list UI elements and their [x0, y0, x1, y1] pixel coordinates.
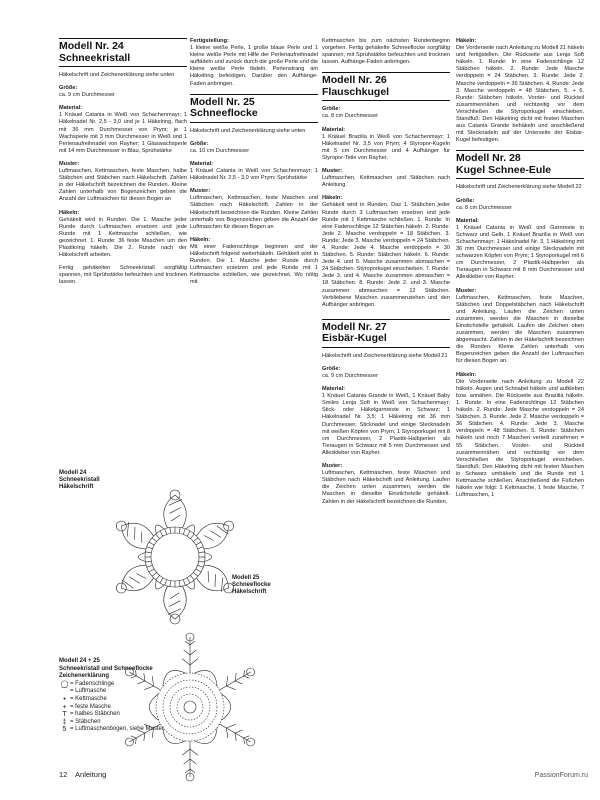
legend-title-1: Modell 24 + 25	[59, 658, 100, 664]
model-28-title: Kugel Schnee-Eule	[456, 165, 584, 180]
model-27-material: 1 Knäuel Catania Grande in Weiß, 1 Knäuel Baby Smiles Lenja Soft in Weiß von Schachenmayr; Stick- oder Häkelgarnreste in Schwarz; 1 Häkelnadel Nr. 3,5; 1 Häkelring mit 36 mm Durchmesser, Sticknadel und einige Stecknadeln mit weißen Köpfen von Prym; 1 Styroporkugel mit 8 cm Durchmesser, 2 Plastik-Halbperlen als Tieraugen in Schwarz mit 5 mm Durchmesser und Alleskleber von Rayher.	[322, 393, 450, 456]
stitch-mark	[183, 580, 185, 586]
branch	[144, 733, 145, 741]
model-26-pattern: Luftmaschen, Kettmaschen und Stäbchen nach Anleitung.	[322, 175, 450, 189]
legend-text: = halbes Stäbchen	[70, 711, 120, 718]
model-25-crochet-heading: Häkeln:	[190, 236, 211, 243]
model-25-number: Modell Nr. 25	[190, 95, 255, 108]
stitch-mark	[196, 569, 201, 572]
legend-text: = Fadenschlinge	[70, 680, 115, 687]
model-28-heading	[456, 150, 584, 179]
model-27-pattern: Luftmaschen, Kettmaschen, feste Maschen und Stäbchen nach Häkelschrift und Anleitung. Laufen die Zeichen unten zusammen, werden die Maschen in dieselbe Einstichstelle gehäkelt. Zahlen in der Häkelschrift bezeichnen die Runden.	[322, 470, 450, 505]
stitch-mark	[210, 531, 221, 538]
section-name: Anleitung	[75, 770, 107, 779]
stitch-mark	[145, 561, 151, 562]
diagram-24-label-line2: Schneekristall	[59, 477, 100, 483]
legend-symbol: 5	[62, 726, 67, 734]
model-24-number: Modell Nr. 24	[59, 40, 124, 52]
branch	[190, 759, 196, 764]
column-2	[190, 38, 318, 292]
branch	[244, 738, 245, 744]
legend-text: = feste Masche	[70, 703, 111, 710]
stitch-mark	[198, 547, 204, 549]
stitch-mark	[179, 527, 180, 533]
page-footer	[59, 770, 106, 779]
model-24-intro: Häkelschrift und Zeichenerklärung siehe unten	[59, 72, 175, 78]
legend-title-2: Schneekristall und Schneeflocke	[59, 665, 153, 672]
model-26-number: Modell Nr. 26	[322, 74, 387, 87]
legend-row	[59, 704, 184, 712]
stitch-mark	[196, 542, 201, 545]
legend-row	[59, 688, 184, 696]
diagram-24-label-line1: Modell 24	[59, 470, 87, 476]
crochet-diagrams	[55, 462, 315, 782]
stitch-mark	[127, 522, 128, 536]
model-25-heading	[190, 94, 318, 123]
stitch-mark	[169, 601, 180, 607]
finishing-heading: Fertigstellung:	[190, 38, 229, 44]
branch	[185, 641, 190, 645]
watermark: PassionForum.ru	[534, 772, 588, 779]
legend-symbol: ‡	[62, 718, 67, 726]
stitch-mark	[136, 573, 146, 578]
stitch-mark	[183, 529, 185, 535]
diagram-25-label-line1: Modell 25	[232, 575, 260, 581]
model-26-crochet-heading: Häkeln:	[322, 195, 343, 202]
stitch-mark	[145, 552, 151, 553]
chain-arc	[156, 525, 165, 534]
branch	[184, 650, 190, 655]
model-24-finish: Fertig gehäkelten Schneekristall sorgfältig spannen, mit Sprühstärke befeuchten und trocknen lassen.	[59, 265, 187, 286]
model-27-heading	[322, 319, 450, 348]
branch	[185, 769, 190, 773]
branch	[190, 749, 198, 755]
stitch-mark	[169, 499, 182, 505]
legend-text: = Kettmasche	[70, 695, 107, 702]
branch	[235, 681, 242, 684]
model-28-pattern: Luftmaschen, Kettmaschen, feste Maschen, Stäbchen und Doppelstäbchen nach Häkelschrift und Anleitung. Laufen die Zeichen unten zusammen, werden die Maschen in dieselbe Einstichstelle gehäkelt. Laufen die Zeichen oben zusammen, werden die Maschen zusammen abgemascht. Zahlen in der Häkelschrift bezeichnen die Runden. Kleine Zahlen unterhalb von Bogenzeichen geben die Anzahl der Luftmaschen für diesen Bogen an.	[456, 294, 584, 365]
chain-arc	[186, 580, 195, 589]
stitch-mark	[170, 581, 171, 587]
model-24-material: 1 Knäuel Catania in Weiß von Schachenmayr; 1 Häkelnadel Nr. 2,5 - 3,0 und je 1 Häkelring, flach mit 36 mm Durchmesser von Prym; je 1 Wachsperle mit 3 mm Durchmesser in Weiß und 1 Perlenaufreihnadel von Rayher; 1 Glaswachsperle mit 14 mm Durchmesser in Blau, Sprühstärke	[59, 112, 187, 154]
model-27-size-heading: Größe:	[322, 365, 341, 372]
stitch-mark	[193, 572, 198, 576]
stitch-mark	[129, 577, 140, 584]
model-28-number: Modell Nr. 28	[456, 152, 521, 165]
model-27-title: Eisbär-Kugel	[322, 333, 450, 348]
model-25-size-heading: Größe:	[190, 140, 209, 147]
branch	[190, 769, 195, 773]
model-25-size: ca. 10 cm Durchmesser	[190, 147, 250, 154]
model-28-intro: Häkelschrift und Zeichenerklärung siehe Modell 22	[456, 184, 582, 191]
branch	[182, 749, 190, 755]
stitch-mark	[160, 531, 163, 536]
model-24-pattern-heading: Muster:	[59, 160, 80, 167]
chain-arc	[194, 670, 217, 686]
stitch-mark	[165, 529, 167, 535]
legend-title-3: Zeichenerklärung	[59, 673, 110, 680]
model-24-size: ca. 9 cm Durchmesser	[59, 92, 115, 99]
chain-arc	[138, 553, 145, 562]
stitch-mark	[147, 565, 153, 567]
model-25-pattern-heading: Muster:	[190, 188, 211, 195]
branch	[244, 736, 250, 738]
branch	[226, 724, 235, 728]
model-26-material-heading: Material:	[322, 126, 346, 133]
legend	[59, 658, 184, 734]
branch	[190, 641, 195, 645]
magic-ring	[184, 701, 196, 713]
model-25-material: 1 Knäuel Catania in Weiß von Schachenmayr; 1 Häkelnadel Nr. 2,5 - 3,0 von Prym; Sprühstärke	[190, 168, 318, 182]
legend-row	[59, 726, 184, 734]
legend-row	[59, 696, 184, 704]
snowcrystal-diagram	[116, 490, 233, 624]
model-24-title: Schneekristall	[59, 53, 187, 68]
stitch-mark	[199, 561, 205, 562]
stitch-mark	[204, 535, 214, 540]
ring	[151, 533, 199, 581]
page-number: 12	[59, 770, 68, 779]
model-26-title: Flauschkugel	[322, 87, 450, 102]
stitch-mark	[160, 578, 163, 583]
legend-symbol: ⌒	[61, 688, 68, 696]
model-26-heading	[322, 72, 450, 101]
branch	[190, 659, 198, 665]
model-27-material-heading: Material:	[322, 386, 346, 393]
chain-arc	[186, 525, 195, 534]
diagram-25-label-line2: Schneeflocke	[232, 582, 271, 588]
column-1	[59, 38, 187, 292]
model-24-material-heading: Material:	[59, 105, 83, 112]
branch	[135, 738, 136, 744]
chain-arc	[194, 728, 217, 744]
column-4	[456, 38, 584, 505]
diagram-24-label-line3: Häkelschrift	[59, 484, 94, 490]
finishing-text: 1 kleine weiße Perle, 1 große blaue Perle und 1 kleine weiße Perle mit Hilfe der Perlenaufreihnadel auffädeln und zurück durch die große Perle und die kleine weiße Perle fädeln. Perlenstrang am Häkelring befestigen. Darüber den Aufhänge-Faden anbringen.	[190, 45, 318, 87]
model-27-crochet-heading: Häkeln:	[456, 38, 477, 44]
stitch-mark	[179, 581, 180, 587]
stitch-mark	[221, 577, 222, 591]
chain-arc	[156, 580, 165, 589]
diagram-25-label-line3: Häkelschrift	[232, 589, 267, 595]
model-27-number: Modell Nr. 27	[322, 320, 387, 333]
stitch-mark	[147, 547, 153, 549]
branch	[131, 736, 137, 738]
stitch-mark	[152, 572, 157, 576]
model-25-pattern: Luftmaschen, Kettmaschen, feste Maschen und Stäbchen nach Häkelschrift. Zahlen in der Häkelschrift bezeichnen die Runden. Kleine Zahlen unterhalb von Bogenzeichen geben die Anzahl der Luftmaschen für diesen Bogen an	[190, 195, 318, 230]
model-24-crochet-heading: Häkeln:	[59, 209, 80, 216]
legend-symbol: ◯	[60, 680, 69, 688]
model-26-size-heading: Größe:	[322, 106, 341, 113]
model-27-intro: Häkelschrift und Zeichenerklärung siehe Modell 21	[322, 352, 448, 359]
model-24-heading	[59, 38, 187, 67]
column-3	[322, 38, 450, 512]
stitch-mark	[187, 578, 190, 583]
model-26-pattern-heading: Muster:	[322, 168, 343, 175]
stitch-mark	[165, 580, 167, 586]
model-27-crochet: Die Vorderseite nach Anleitung zu Modell 21 häkeln und fertigstellen. Die Rückseite aus Lenja Soft häkeln. 1. Runde: In eine Fadenschlinge 12 Stäbchen häkeln. 2. Runde: Jede Masche verdoppeln = 24 Stäbchen. 3. Runde: Jede 2. Masche verdoppeln = 36 Stäbchen. 4. Runde: Jede 3. Masche verdoppeln = 48 Stäbchen. 5. + 6. Runde: Stäbchen häkeln. Vorder- und Rückteil zusammennähen und rechtzeitig vor dem Verschließen die Styroporkugel einschieben. Standfuß: Den Häkelring dicht mit festen Maschen aus Catania Grande behäkeln und anschließend mit Stecknadeln auf der Unterseite der Eisbär-Kugel befestigen.	[456, 45, 584, 144]
chain-arc	[205, 553, 212, 562]
model-28-size: ca. 8 cm Durchmesser	[456, 204, 512, 211]
model-24-pattern: Luftmaschen, Kettmaschen, feste Maschen, halbe Stäbchen und Stäbchen nach Häkelschrift. Zahlen in der Häkelschrift bezeichnen die Runden. Kleine Zahlen unterhalb von Bogenzeichen geben die Anzahl der Luftmaschen für diesen Bogen an	[59, 168, 187, 203]
model-24-size-heading: Größe:	[59, 85, 78, 92]
stitch-mark	[170, 507, 181, 513]
model-28-crochet-heading: Häkeln:	[456, 371, 477, 378]
legend-symbol: T	[62, 711, 67, 719]
model-28-size-heading: Größe:	[456, 197, 475, 204]
legend-symbol: •	[63, 695, 66, 703]
stitch-mark	[156, 534, 160, 539]
branch	[226, 728, 227, 738]
model-25-material-heading: Material:	[190, 160, 214, 167]
model-25-continued: Kettmaschen bis zum nächsten Rundenbeginn vorgehen. Fertig gehäkelte Schneeflocke sorgfältig spannen, mit Sprühstärke befeuchten und trocknen lassen. Aufhänge-Faden anbringen.	[322, 38, 450, 66]
model-26-size: ca. 8 cm Durchmesser	[322, 113, 378, 120]
branch	[244, 676, 250, 678]
model-25-intro: Häkelschrift und Zeichenerklärung siehe unten	[190, 127, 306, 134]
stitch-mark	[171, 515, 180, 521]
legend-text: = Stäbchen	[70, 718, 101, 725]
model-25-crochet: Mit einer Fadenschlinge beginnen und der Häkelschrift folgend weiterhäkeln. Gehäkelt wird in Runden. Die 1. Masche jeder Runde durch Luftmaschen ersetzen und jede Runde mit 1 Kettmasche schließen, wie gezeichnet. Wo nötig mit	[190, 243, 318, 286]
branch	[226, 676, 227, 686]
stitch-mark	[190, 575, 194, 580]
legend-text: = Luftmasche	[70, 688, 107, 695]
branch	[190, 650, 196, 655]
stitch-mark	[152, 538, 157, 542]
stitch-mark	[187, 531, 190, 536]
stitch-mark	[193, 538, 198, 542]
branch	[235, 733, 236, 741]
legend-items	[59, 681, 184, 734]
branch	[184, 759, 190, 764]
stitch-mark	[190, 534, 194, 539]
stitch-mark	[149, 542, 154, 545]
stitch-mark	[198, 565, 204, 567]
model-28-material: 1 Knäuel Catania in Weiß und Garnreste in Schwarz und Gelb, 1 Knäuel Brazilia in Weiß von Schachenmayr; 1 Häkelnadel Nr. 3, 1 Häkelring mit 36 mm Durchmesser und einige Stecknadeln mit schwarzen Köpfen von Prym; 1 Styroporkugel mit 6 cm Durchmesser, 2 Plastik-Halbperlen als Tieraugen in Schwarz mit 8 mm Durchmesser und Alleskleber von Rayher.	[456, 224, 584, 281]
stitch-mark	[122, 580, 134, 588]
stitch-mark	[149, 569, 154, 572]
model-27-size: ca. 9 cm Durchmesser	[322, 373, 378, 379]
stitch-mark	[199, 552, 205, 553]
model-26-material: 1 Knäuel Brazilia in Weiß von Schachenmayr; 1 Häkelnadel Nr. 3,5 von Prym; 4 Styropor-Kugeln mit 5 cm Durchmesser und 4 Aufhänger für Styropor-Teile von Rayher.	[322, 133, 450, 161]
stitch-mark	[170, 593, 179, 599]
stitch-mark	[156, 575, 160, 580]
branch	[244, 670, 245, 676]
stitch-mark	[170, 527, 171, 533]
model-28-crochet: Die Vorderseite nach Anleitung zu Modell 22 häkeln. Augen und Schnabel häkeln und aufkleben bzw. annähen. Die Rückseite aus Brazilia häkeln. 1. Runde: In eine Fadenschlinge 12 Stäbchen häkeln. 2. Runde: Jede Masche verdoppeln = 24 Stäbchen. 3. Runde: Jede 2. Masche verdoppeln = 36 Stäbchen. 4. Runde: Jede 3. Masche verdoppeln = 48 Stäbchen. 5. Runde: Stäbchen häkeln und noch 7 Maschen verteilt zunehmen = 55 Stäbchen. Vorder- und Rückteil zusammennähen und rechtzeitig vor dem Verschließen die Styroporkugel einschieben. Standfuß: Den Häkelring dicht mit festen Maschen in Schwarz umhäkeln und die Runde mit 1 Kettmasche schließen. Anschließend die Füßchen häkeln wie folgt: 1 Kettmasche, 1 feste Masche, 7 Luftmaschen, 1	[456, 378, 584, 499]
branch	[235, 730, 242, 733]
legend-row	[59, 719, 184, 727]
model-25-title: Schneeflocke	[190, 108, 318, 123]
model-28-pattern-heading: Muster:	[456, 287, 477, 294]
model-24-crochet: Gehäkelt wird in Runden. Die 1. Masche jeder Runde durch Luftmaschen ersetzen und jede Runde mit 1 Kettmasche schließen, wie gezeichnet. 1. Runde: 36 feste Maschen um den Plastikring häkeln. Die 2. Runde nach der Häkelschrift arbeiten.	[59, 216, 187, 259]
model-26-crochet: Gehäkelt wird in Runden. Das 1. Stäbchen jeder Runde durch 3 Luftmaschen ersetzen und jede Runde mit 1 Kettmasche schließen. 1. Runde: In eine Fadenschlinge 12 Stäbchen häkeln. 2. Runde: Jede 2. Masche verdoppeln = 18 Stäbchen. 3. Runde: Jede 3. Masche verdoppeln = 24 Stäbchen. 4. Runde: Jede 4. Masche verdoppeln = 30 Stäbchen. 5. Runde: Stäbchen häkeln. 6. Runde: Jede 4. und 5. Masche zusammen abmaschen = 24 Stäbchen. Styroporkugel einschieben. 7. Runde: Jede 3. und 4. Masche zusammen abmaschen = 18 Stäbchen. 8. Runde: Jede 2. und 3. Masche zusammen abmaschen = 12 Stäbchen. Verbliebene Maschen zusammenziehen und den Aufhänger anbringen.	[322, 202, 450, 308]
legend-symbol: +	[62, 703, 67, 711]
legend-row	[59, 681, 184, 689]
legend-row	[59, 711, 184, 719]
model-28-material-heading: Material:	[456, 217, 480, 224]
legend-text: = Luftmaschenbogen, siehe Muster	[70, 726, 164, 733]
model-27-pattern-heading: Muster:	[322, 463, 343, 470]
stitch-mark	[217, 526, 229, 534]
ring-outer	[145, 527, 205, 587]
branch	[235, 673, 236, 681]
stitch-mark	[168, 609, 181, 615]
branch	[226, 686, 235, 690]
